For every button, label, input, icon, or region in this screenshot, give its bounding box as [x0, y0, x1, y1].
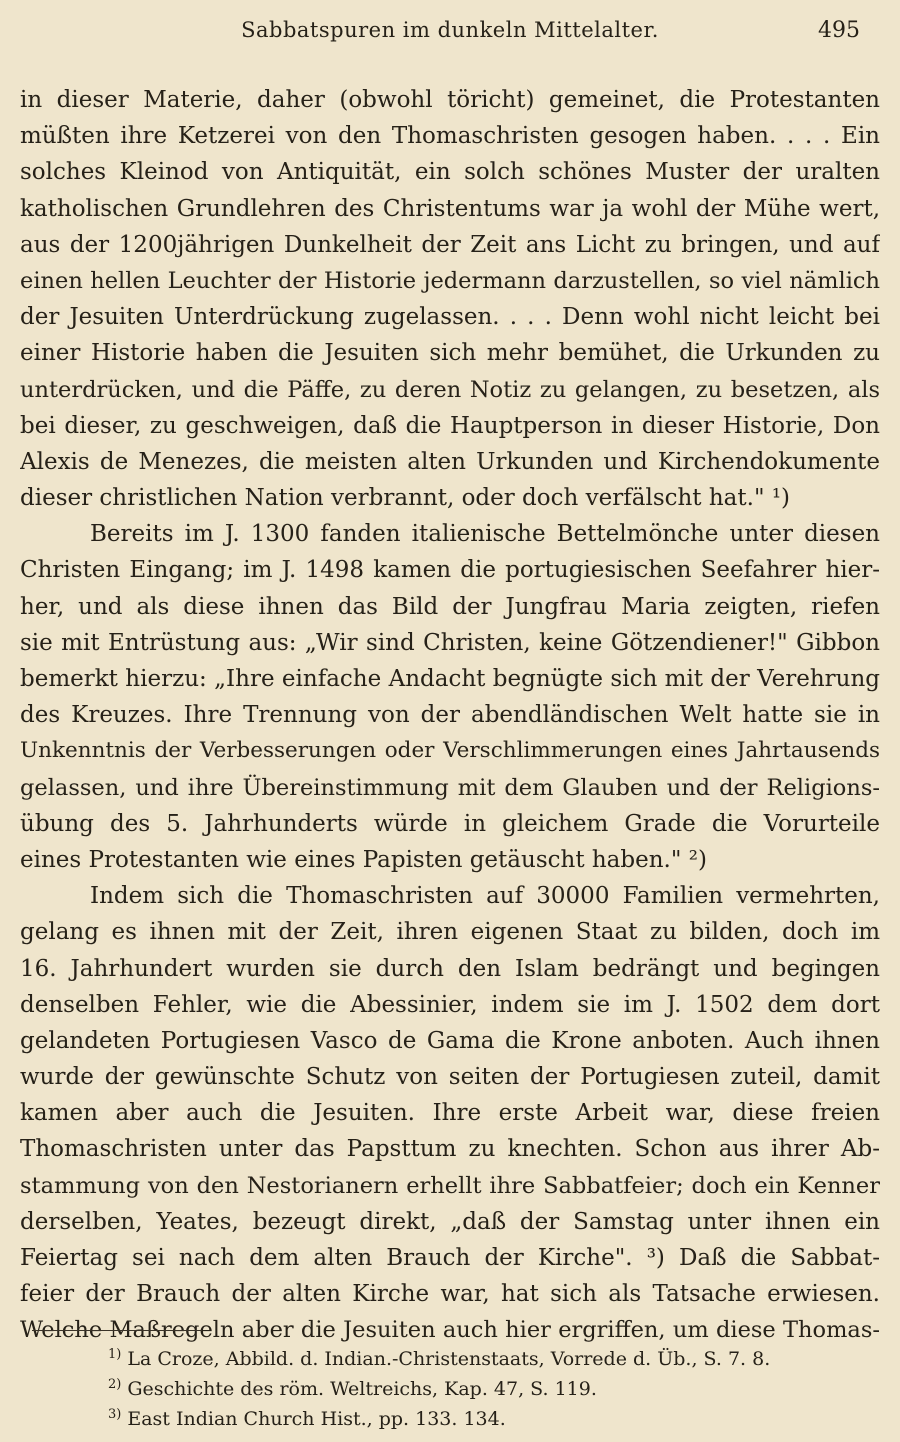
text-line: dieser christlichen Nation verbrannt, oder doch verfälscht hat." ¹) [20, 485, 791, 512]
text-line: wurde der gewünschte Schutz von seiten der Portugiesen zuteil, damit [20, 1064, 880, 1091]
footnote-2 [108, 1374, 888, 1404]
footnote-text: Geschichte des röm. Weltreichs, Kap. 47, S. 119. [127, 1378, 597, 1400]
text-line: Unkenntnis der Verbesserungen oder Verschlimmerungen eines Jahrtausends [20, 738, 880, 764]
page-number: 495 [818, 18, 860, 43]
paragraph-start-line: Bereits im J. 1300 fanden italienische Bettelmönche unter diesen [90, 521, 880, 548]
text-line: denselben Fehler, wie die Abessinier, indem sie im J. 1502 dem dort [20, 991, 880, 1018]
running-title: Sabbatspuren im dunkeln Mittelalter. [241, 18, 659, 42]
text-line: her, und als diese ihnen das Bild der Jungfrau Maria zeigten, riefen [20, 593, 880, 620]
text-line: feier der Brauch der alten Kirche war, hat sich als Tatsache erwiesen. [20, 1281, 880, 1308]
text-line: in dieser Materie, daher (obwohl töricht) gemeinet, die Protestanten [20, 87, 880, 113]
footnote-marker: 1) [108, 1346, 122, 1362]
footnote-text: La Croze, Abbild. d. Indian.-Christenstaats, Vorrede d. Üb., S. 7. 8. [127, 1348, 771, 1370]
text-line: müßten ihre Ketzerei von den Thomaschristen gesogen haben. . . . Ein [20, 123, 880, 150]
text-line: Thomaschristen unter das Papsttum zu knechten. Schon aus ihrer Ab- [20, 1136, 880, 1163]
text-line: stammung von den Nestorianern erhellt ihre Sabbatfeier; doch ein Kenner [20, 1172, 880, 1199]
text-line: solches Kleinod von Antiquität, ein solch schönes Muster der uralten [20, 159, 880, 186]
text-line: kamen aber auch die Jesuiten. Ihre erste Arbeit war, diese freien [20, 1100, 880, 1127]
footnote-1 [108, 1344, 888, 1374]
footnote-marker: 2) [108, 1376, 122, 1392]
text-line: übung des 5. Jahrhunderts würde in gleichem Grade die Vorurteile [20, 810, 880, 837]
footnotes [108, 1344, 888, 1434]
page-header [0, 14, 900, 50]
text-line: Feiertag sei nach dem alten Brauch der Kirche". ³) Daß die Sabbat- [20, 1245, 880, 1271]
footnote-3 [108, 1404, 888, 1434]
text-line: gelandeten Portugiesen Vasco de Gama die Krone anboten. Auch ihnen [20, 1027, 880, 1054]
text-line: einer Historie haben die Jesuiten sich mehr bemühet, die Urkunden zu [20, 340, 880, 367]
text-line: Alexis de Menezes, die meisten alten Urkunden und Kirchendokumente [20, 448, 880, 475]
text-line: bei dieser, zu geschweigen, daß die Hauptperson in dieser Historie, Don [20, 412, 880, 439]
text-line: der Jesuiten Unterdrückung zugelassen. . . . Denn wohl nicht leicht bei [20, 304, 880, 331]
text-line: einen hellen Leuchter der Historie jedermann darzustellen, so viel nämlich [20, 267, 880, 294]
text-line: sie mit Entrüstung aus: „Wir sind Christen, keine Götzendiener!" Gibbon [20, 629, 880, 656]
body-text [20, 82, 880, 1349]
text-line: katholischen Grundlehren des Christentums war ja wohl der Mühe wert, [20, 195, 880, 222]
footnote-text: East Indian Church Hist., pp. 133. 134. [127, 1408, 506, 1430]
text-line: eines Protestanten wie eines Papisten getäuscht haben." ²) [20, 846, 707, 873]
paragraph-start-line: Indem sich die Thomaschristen auf 30000 Familien vermehrten, [90, 883, 880, 910]
text-line: 16. Jahrhundert wurden sie durch den Islam bedrängt und begingen [20, 955, 880, 982]
footnote-divider [32, 1330, 202, 1331]
text-line: Welche Maßregeln aber die Jesuiten auch hier ergriffen, um diese Thomas- [20, 1317, 880, 1344]
text-line: derselben, Yeates, bezeugt direkt, „daß der Samstag unter ihnen ein [20, 1208, 880, 1235]
text-line: gelassen, und ihre Übereinstimmung mit dem Glauben und der Religions- [20, 774, 880, 801]
text-line: bemerkt hierzu: „Ihre einfache Andacht begnügte sich mit der Verehrung [20, 666, 880, 692]
text-line: gelang es ihnen mit der Zeit, ihren eigenen Staat zu bilden, doch im [20, 919, 880, 946]
text-line: Christen Eingang; im J. 1498 kamen die portugiesischen Seefahrer hier- [20, 557, 880, 584]
text-line: aus der 1200jährigen Dunkelheit der Zeit ans Licht zu bringen, und auf [20, 231, 880, 258]
text-line: unterdrücken, und die Päffe, zu deren Notiz zu gelangen, zu besetzen, als [20, 376, 880, 403]
footnote-marker: 3) [108, 1406, 122, 1422]
text-line: des Kreuzes. Ihre Trennung von der abendländischen Welt hatte sie in [20, 702, 880, 729]
